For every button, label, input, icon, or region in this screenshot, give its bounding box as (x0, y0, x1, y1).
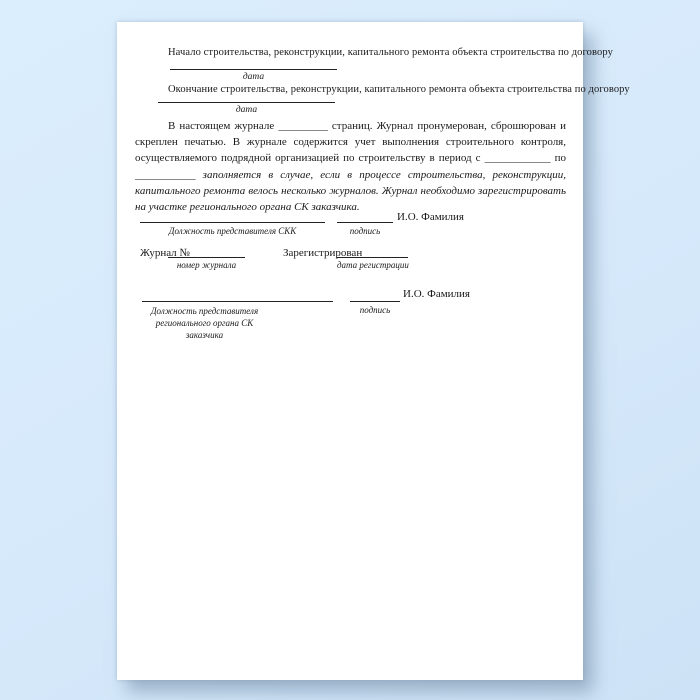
end-date-blank-line (158, 102, 335, 103)
registered-label: Зарегистрирован (283, 247, 363, 259)
regional-position-hint (137, 305, 272, 341)
journal-number-label: Журнал № (140, 247, 190, 259)
end-date-hint: дата (235, 105, 258, 115)
journal-number-blank-line (168, 257, 245, 258)
registration-date-hint: дата регистрации (337, 260, 409, 270)
paragraph-italic-note: заполняется в случае, если в процессе строительства, реконструкции, капитального ремонта велось несколько журналов. Журнал необходимо зарегистрировать на участке регионального органа СК заказчика. (135, 168, 566, 214)
regional-position-hint-line1: Должность представителя (150, 306, 259, 316)
regional-signature-blank-line (350, 301, 400, 302)
skk-signature-blank-line (337, 222, 393, 223)
regional-position-hint-line2: регионального органа СК заказчика (155, 318, 254, 340)
skk-position-hint: Должность представителя СКК (168, 226, 297, 236)
construction-start-line: Начало строительства, реконструкции, капитального ремонта объекта строительства по договору (168, 47, 613, 58)
paragraph-normal-text: В настоящем журнале _________ страниц. Журнал пронумерован, сброшюрован и скреплен печатью. В журнале содержится учет выполнения строительного контроля, осуществляемого подрядной организацией по строительству в период с ____________ по ___________ (135, 120, 566, 181)
document-page (117, 22, 630, 680)
regional-position-blank-line (142, 301, 333, 302)
journal-description-paragraph (135, 118, 566, 215)
skk-sign-hint: подпись (349, 226, 381, 236)
skk-position-blank-line (140, 222, 325, 223)
skk-name-placeholder: И.О. Фамилия (397, 211, 464, 223)
journal-number-hint: номер журнала (176, 260, 237, 270)
regional-name-placeholder: И.О. Фамилия (403, 288, 470, 300)
registration-date-blank-line (337, 257, 408, 258)
construction-end-line: Окончание строительства, реконструкции, капитального ремонта объекта строительства по договору (168, 84, 630, 95)
start-date-hint: дата (242, 72, 265, 82)
regional-sign-hint: подпись (359, 305, 391, 315)
start-date-blank-line (170, 69, 337, 70)
